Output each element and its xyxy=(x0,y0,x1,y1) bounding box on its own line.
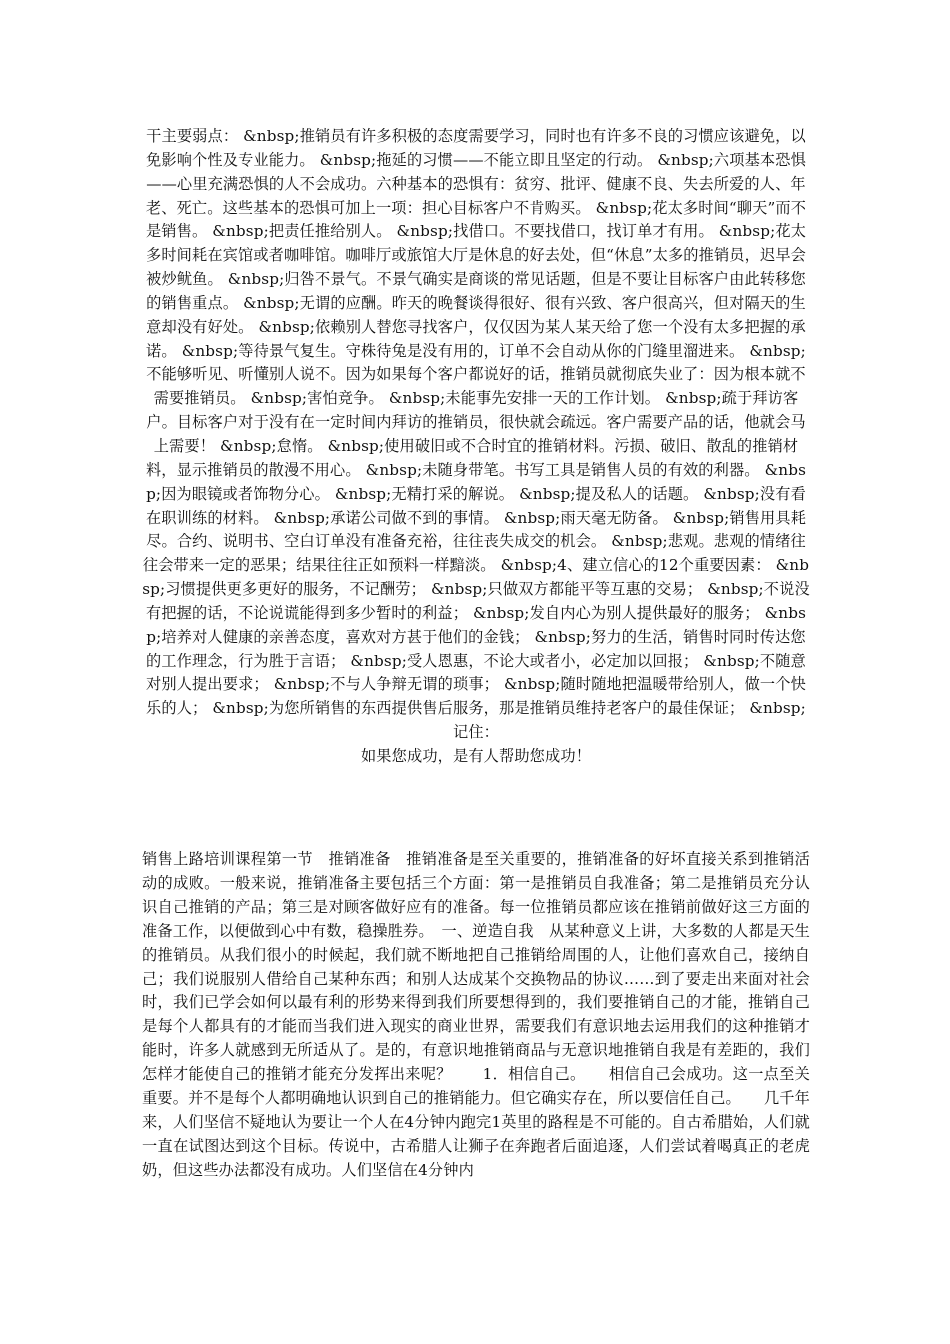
body-paragraph-training: 销售上路培训课程第一节 推销准备 推销准备是至关重要的，推销准备的好坏直接关系到推销活动的成败。一般来说，推销准备主要包括三个方面：第一是推销员自我准备；第二是推销员充分认识自己推销的产品；第三是对顾客做好应有的准备。每一位推销员都应该在推销前做好这三方面的准备工作，以便做到心中有数，稳操胜券。 一、逆造自我 从某种意义上讲，大多数的人都是天生的推销员。从我们很小的时候起，我们就不断地把自己推销给周围的人，让他们喜欢自己，接纳自己；我们说服别人借给自己某种东西；和别人达成某个交换物品的协议……到了要走出来面对社会时，我们已学会如何以最有利的形势来得到我们所要想得到的，我们要推销自己的才能，推销自己是每个人都具有的才能而当我们进入现实的商业世界，需要我们有意识地去运用我们的这种推销才能时，许多人就感到无所适从了。是的，有意识地推销商品与无意识地推销自我是有差距的，我们怎样才能使自己的推销才能充分发挥出来呢？ 1．相信自己。 相信自己会成功。这一点至关重要。并不是每个人都明确地认识到自己的推销能力。但它确实存在，所以要信任自己。 几千年来，人们坚信不疑地认为要让一个人在4分钟内跑完1英里的路程是不可能的。自古希腊始，人们就一直在试图达到这个目标。传说中，古希腊人让狮子在奔跑者后面追逐，人们尝试着喝真正的老虎奶，但这些办法都没有成功。人们坚信在4分钟内 xyxy=(142,850,810,1179)
text-block-training-course xyxy=(142,848,810,1183)
closing-line: 如果您成功，是有人帮助您成功！ xyxy=(360,746,592,765)
text-block-sales-weaknesses xyxy=(142,125,810,769)
body-paragraph-weaknesses: 干主要弱点： &nbsp;推销员有许多积极的态度需要学习，同时也有许多不良的习惯应该避免，以免影响个性及专业能力。 &nbsp;拖延的习惯——不能立即且坚定的行动。 &nbsp;六项基本恐惧——心里充满恐惧的人不会成功。六种基本的恐惧有：贫穷、批评、健康不良、失去所爱的人、年老、死亡。这些基本的恐惧可加上一项：担心目标客户不肯购买。 &nbsp;花太多时间“聊天”而不是销售。 &nbsp;把责任推给别人。 &nbsp;找借口。不要找借口，找订单才有用。 &nbsp;花太多时间耗在宾馆或者咖啡馆。咖啡厅或旅馆大厅是休息的好去处，但“休息”太多的推销员，迟早会被炒鱿鱼。 &nbsp;归咎不景气。不景气确实是商谈的常见话题，但是不要让目标客户由此转移您的销售重点。 &nbsp;无谓的应酬。昨天的晚餐谈得很好、很有兴致、客户很高兴，但对隔天的生意却没有好处。 &nbsp;依赖别人替您寻找客户，仅仅因为某人某天给了您一个没有太多把握的承诺。 &nbsp;等待景气复生。守株待兔是没有用的，订单不会自动从你的门缝里溜进来。 &nbsp;不能够听见、听懂别人说不。因为如果每个客户都说好的话，推销员就彻底失业了：因为根本就不需要推销员。 &nbsp;害怕竞争。 &nbsp;未能事先安排一天的工作计划。 &nbsp;疏于拜访客户。目标客户对于没有在一定时间内拜访的推销员，很快就会疏远。客户需要产品的话，他就会马上需要！ &nbsp;怠惰。 &nbsp;使用破旧或不合时宜的推销材料。污损、破旧、散乱的推销材料，显示推销员的散漫不用心。 &nbsp;未随身带笔。书写工具是销售人员的有效的利器。 &nbsp;因为眼镜或者饰物分心。 &nbsp;无精打采的解说。 &nbsp;提及私人的话题。 &nbsp;没有看在职训练的材料。 &nbsp;承诺公司做不到的事情。 &nbsp;雨天毫无防备。 &nbsp;销售用具耗尽。合约、说明书、空白订单没有准备充裕，往往丧失成交的机会。 &nbsp;悲观。悲观的情绪往往会带来一定的恶果；结果往往正如预料一样黯淡。 &nbsp;4、建立信心的12个重要因素： &nbsp;习惯提供更多更好的服务，不记酬劳； &nbsp;只做双方都能平等互惠的交易； &nbsp;不说没有把握的话，不论说谎能得到多少暂时的利益； &nbsp;发自内心为别人提供最好的服务； &nbsp;培养对人健康的亲善态度，喜欢对方甚于他们的金钱； &nbsp;努力的生活，销售时同时传达您的工作理念，行为胜于言语； &nbsp;受人恩惠，不论大或者小，必定加以回报； &nbsp;不随意对别人提出要求； &nbsp;不与人争辩无谓的琐事； &nbsp;随时随地把温暖带给别人，做一个快乐的人； &nbsp;为您所销售的东西提供售后服务，那是推销员维持老客户的最佳保证； &nbsp;记住： xyxy=(142,127,810,742)
